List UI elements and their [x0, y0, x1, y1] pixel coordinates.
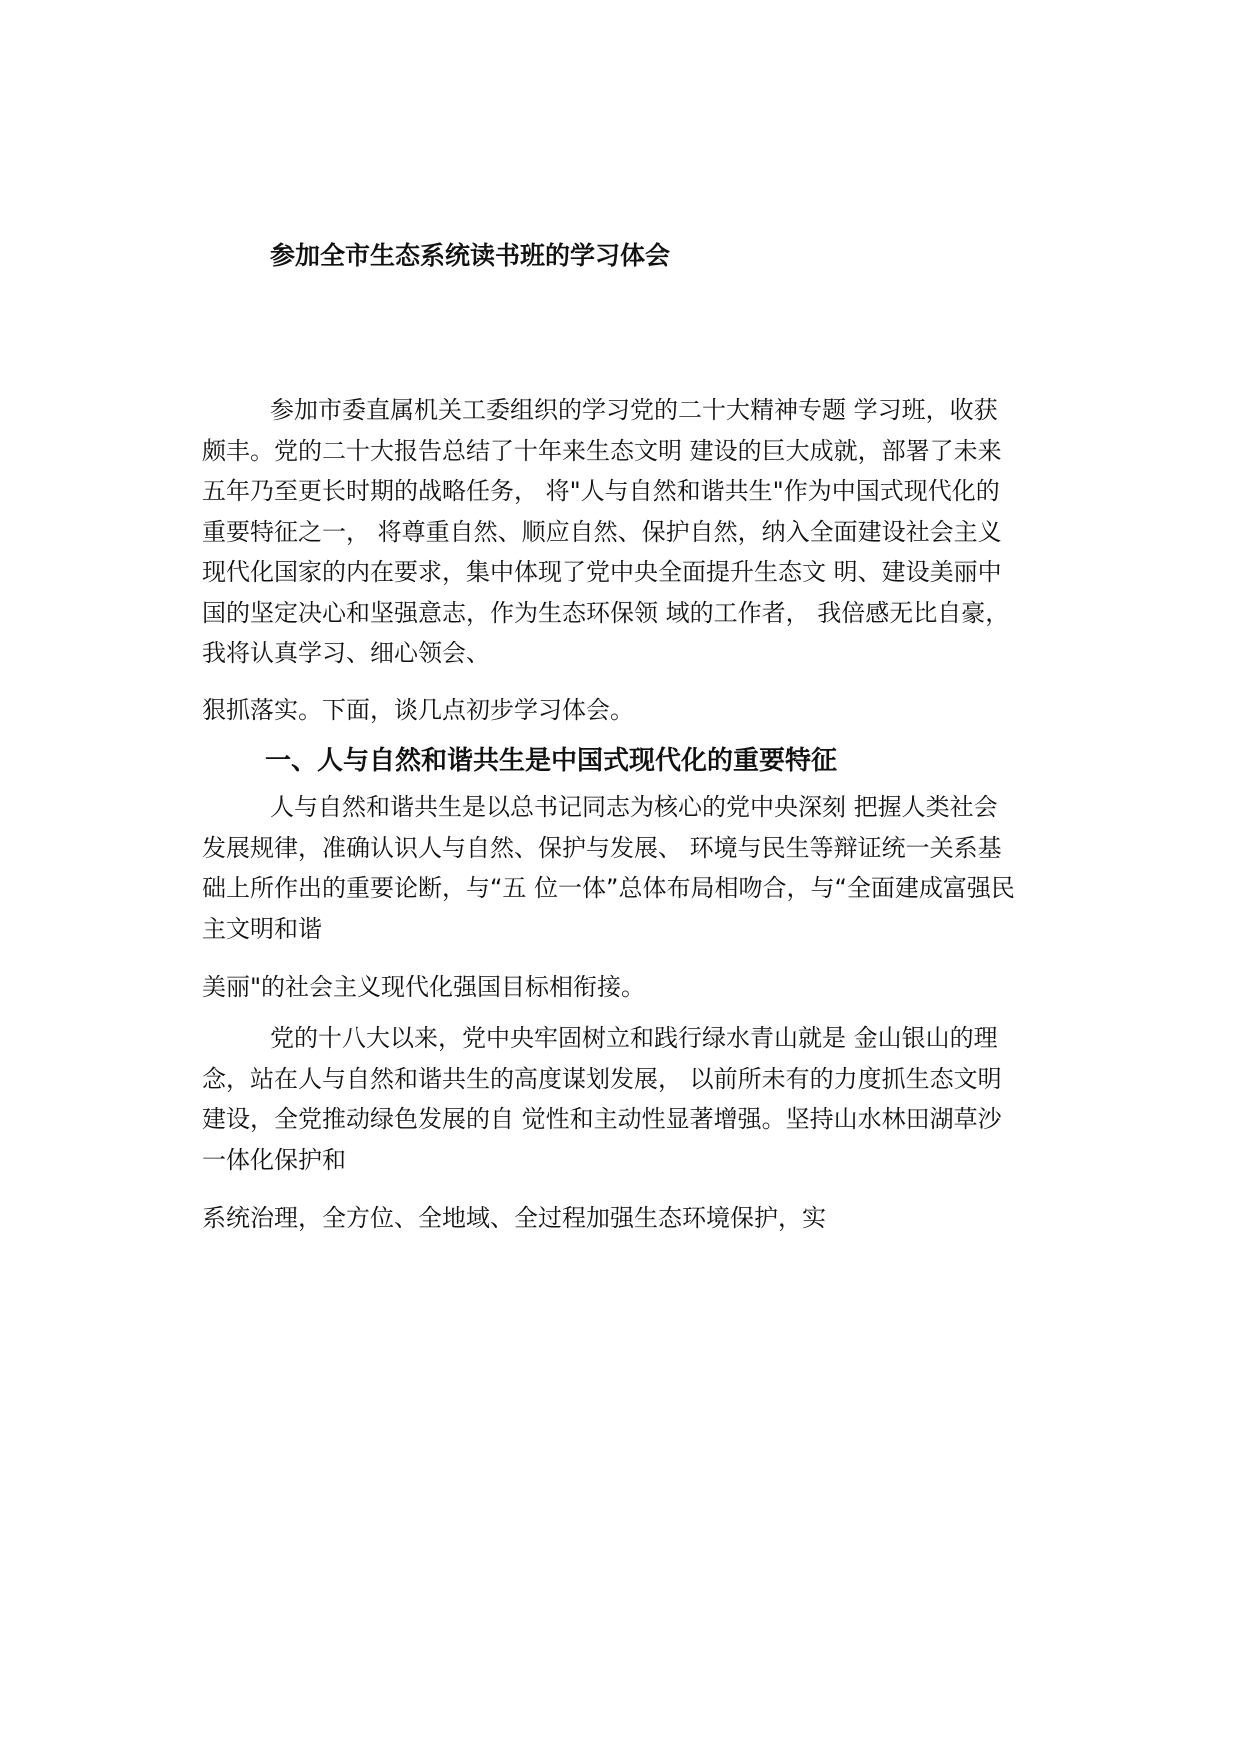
paragraph-line: 主文明和谐 [202, 914, 322, 943]
paragraph-3 [202, 1018, 1072, 1180]
paragraph-line: 系统治理，全方位、全地域、全过程加强生态环境保护，实 [202, 1204, 826, 1232]
paragraph-1-continued [202, 690, 1072, 731]
paragraph-line: 念，站在人与自然和谐共生的高度谋划发展， 以前所未有的力度抓生态文明 [202, 1064, 1002, 1093]
paragraph-2 [202, 787, 1072, 949]
paragraph-2-continued [202, 967, 1072, 1008]
paragraph-line: 发展规律，准确认识人与自然、保护与发展、 环境与民生等辩证统一关系基 [202, 833, 1002, 862]
paragraph-line: 现代化国家的内在要求，集中体现了党中央全面提升生态文 明、建设美丽中 [202, 558, 1002, 586]
paragraph-line: 础上所作出的重要论断，与“五 位一体”总体布局相吻合，与“全面建成富强民 [202, 874, 1015, 902]
paragraph-line: 一体化保护和 [202, 1145, 346, 1174]
paragraph-line: 美丽"的社会主义现代化强国目标相衔接。 [202, 973, 646, 1001]
section-heading-1: 一、人与自然和谐共生是中国式现代化的重要特征 [265, 746, 838, 776]
paragraph-line: 重要特征之一， 将尊重自然、顺应自然、保护自然，纳入全面建设社会主义 [202, 517, 1002, 546]
paragraph-line: 狠抓落实。下面，谈几点初步学习体会。 [202, 696, 634, 724]
paragraph-line: 建设，全党推动绿色发展的自 觉性和主动性显著增强。坚持山水林田湖草沙 [202, 1105, 1002, 1133]
document-title: 参加全市生态系统读书班的学习体会 [270, 241, 671, 270]
paragraph-line: 参加市委直属机关工委组织的学习党的二十大精神专题 学习班，收获 [270, 396, 998, 424]
paragraph-line: 国的坚定决心和坚强意志，作为生态环保领 域的工作者， 我倍感无比自豪， [202, 598, 1010, 627]
paragraph-line: 党的十八大以来，党中央牢固树立和践行绿水青山就是 金山银山的理 [270, 1024, 998, 1052]
paragraph-line: 我将认真学习、细心领会、 [202, 639, 490, 667]
paragraph-1 [202, 390, 1072, 674]
paragraph-line: 颇丰。党的二十大报告总结了十年来生态文明 建设的巨大成就，部署了未来 [202, 436, 1002, 465]
paragraph-3-continued [202, 1198, 1072, 1239]
paragraph-line: 人与自然和谐共生是以总书记同志为核心的党中央深刻 把握人类社会 [270, 793, 998, 821]
paragraph-line: 五年乃至更长时期的战略任务， 将"人与自然和谐共生"作为中国式现代化的 [202, 477, 1000, 505]
